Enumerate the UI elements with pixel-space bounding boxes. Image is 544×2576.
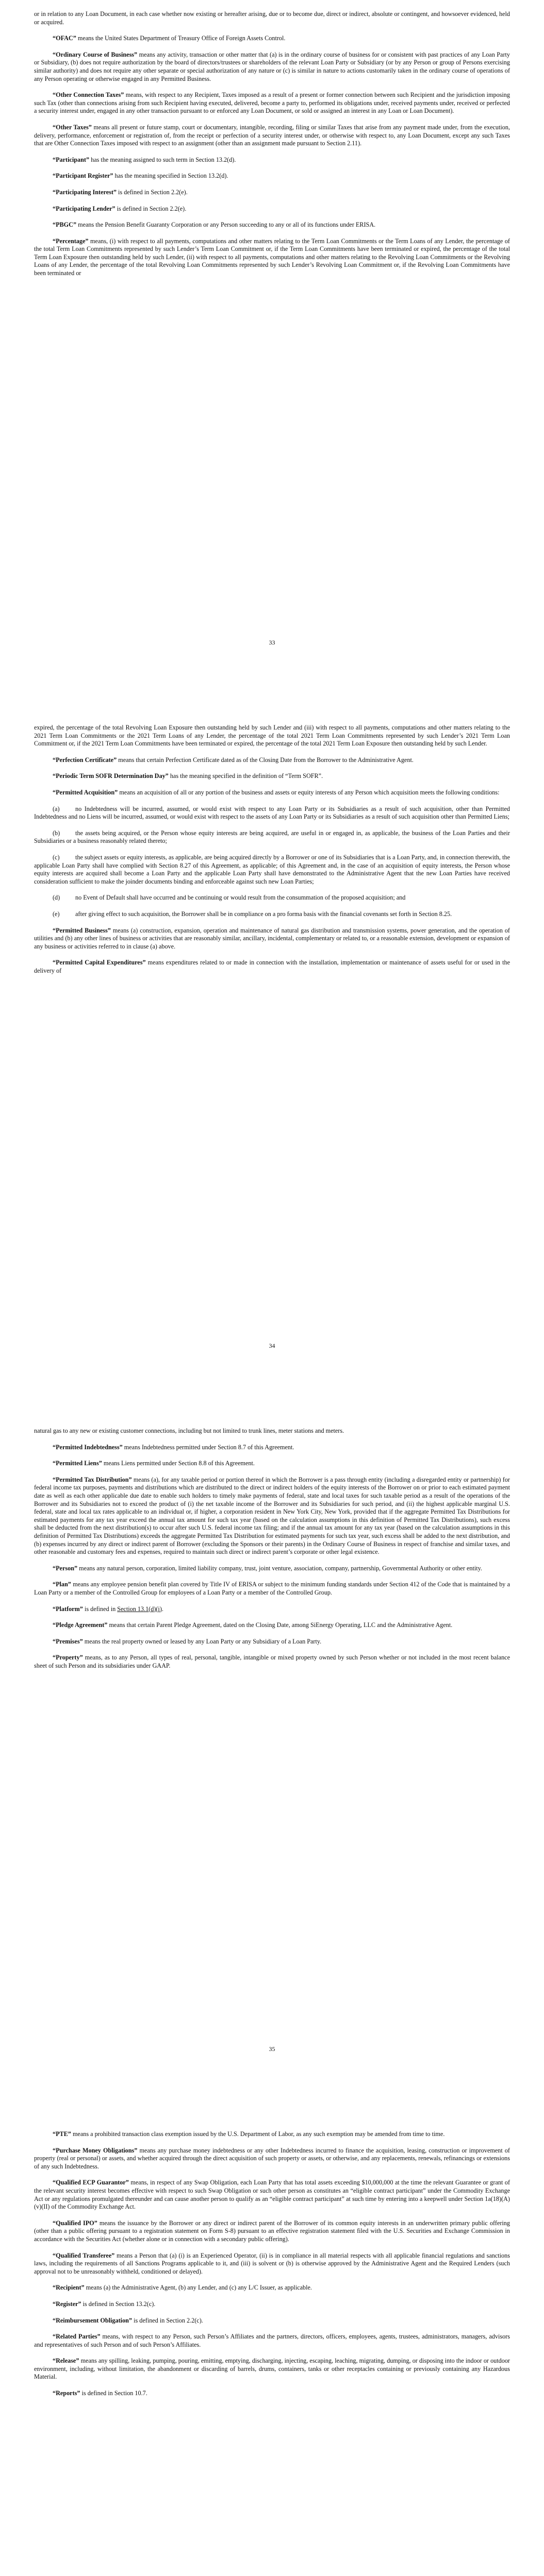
definition-paragraph [34, 1654, 510, 1670]
defined-term: “Participating Interest” [53, 188, 117, 196]
paragraph-text: is defined in [83, 1605, 118, 1613]
list-label: (e) [53, 910, 60, 918]
list-label: (a) [53, 805, 60, 812]
paragraph-text: is defined in Section 2.2(c). [132, 2316, 203, 2324]
paragraph-text: no Indebtedness will be incurred, assumed, or would exist with respect to any Loan Party or its Subsidiaries as a result of such acquisition, other than Permitted Indebtedness and no Liens will be incurred, assumed, or would exist with respect to the assets of any Loan Party or its Subsidiaries as a result of such acquisition other than Permitted Liens; [34, 805, 510, 821]
paragraph-text: means (a) construction, expansion, operation and maintenance of natural gas distribution and transmission systems, power generation, and the operation of utilities and (b) any other lines of business or activities that are reasonably similar, ancillary, incidental, complementary or related to, or a reasonable extension, development or expansion of any business or activities referred to in clause (a) above. [34, 926, 510, 950]
defined-term: “Reimbursement Obligation” [53, 2316, 133, 2324]
page-number: 33 [269, 639, 275, 646]
body-paragraph [34, 10, 510, 26]
defined-term: “Permitted Liens” [53, 1460, 102, 1467]
page-1 [0, 0, 544, 703]
paragraph-text: the assets being acquired, or the Person whose equity interests are being acquired, are useful in or engaged in, as applicable, the business of the Loan Parties and their Subsidiaries or a business reasonably related thereto; [34, 829, 510, 845]
paragraph-text: or in relation to any Loan Document, in each case whether now existing or hereafter arising, due or to become due, direct or indirect, absolute or contingent, and howsoever evidenced, held or acquired. [34, 10, 510, 26]
definition-paragraph [34, 221, 510, 229]
list-item [34, 805, 510, 821]
defined-term: “Register” [53, 2300, 81, 2308]
definition-paragraph [34, 1581, 510, 1597]
paragraph-text: is defined in Section 13.2(c). [81, 2300, 156, 2308]
defined-term: “Purchase Money Obligations” [53, 2146, 138, 2154]
definition-paragraph [34, 205, 510, 213]
definition-paragraph [34, 2219, 510, 2244]
defined-term: “Other Taxes” [53, 123, 92, 131]
body-paragraph [34, 724, 510, 748]
definition-paragraph [34, 2147, 510, 2171]
definition-paragraph [34, 2389, 510, 2398]
definition-paragraph [34, 756, 510, 765]
paragraph-text: means any natural person, corporation, limited liability company, trust, joint venture, association, company, partnership, Governmental Authority or other entity. [77, 1564, 482, 1572]
page-4 [0, 2110, 544, 2576]
definition-paragraph [34, 91, 510, 115]
paragraph-text: means expenditures related to or made in connection with the installation, implementation or maintenance of assets useful for or used in the delivery of [34, 959, 510, 974]
defined-term: “Periodic Term SOFR Determination Day” [53, 772, 169, 780]
page-body [34, 2130, 510, 2398]
definition-paragraph [34, 124, 510, 148]
paragraph-text: no Event of Default shall have occurred and be continuing or would result from the consummation of the proposed acquisition; and [75, 894, 406, 902]
defined-term: “Premises” [53, 1637, 83, 1645]
defined-term: “Qualified Transferee” [53, 2251, 115, 2259]
definition-paragraph [34, 2130, 510, 2139]
paragraph-text: means any activity, transaction or other matter that (a) is in the ordinary course of business for or consistent with past practices of any Loan Party or Subsidiary, (b) does not require authorization by the board of directors/trustees or shareholders of the relevant Loan Party or Subsidiary (or by any Person or group of Persons exercising similar authority) and does not require any other separate or special authorization of any nature or (c) is similar in nature to actions customarily taken in the ordinary course of operations of any Person operating or otherwise engaged in any Permitted Business. [34, 50, 510, 82]
list-label: (d) [53, 894, 60, 902]
paragraph-text: means, with respect to any Recipient, Taxes imposed as a result of a present or former connection between such Recipient and the jurisdiction imposing such Tax (other than connections arising from such Recipient having executed, delivered, become a party to, performed its obligations under, received payments under, received or perfected a security interest under, engaged in any other transaction pursuant to or enforced any Loan Document, or sold or assigned an interest in any Loan or Loan Document). [34, 91, 510, 115]
definition-paragraph [34, 2357, 510, 2381]
paragraph-text: means all present or future stamp, court or documentary, intangible, recording, filing or similar Taxes that arise from any payment made under, from the execution, delivery, performance, enforcement or registration of, from the receipt or perfection of a security interest under, or otherwise with respect to, any Loan Document, except any such Taxes that are Other Connection Taxes imposed with respect to an assignment (other than an assignment made pursuant to Section 2.11). [34, 123, 510, 147]
definition-paragraph [34, 1476, 510, 1556]
defined-term: “Participant Register” [53, 172, 113, 180]
definition-paragraph [34, 1444, 510, 1452]
definition-paragraph [34, 238, 510, 278]
definition-paragraph [34, 1460, 510, 1468]
definition-paragraph [34, 959, 510, 975]
defined-term: “Permitted Indebtedness” [53, 1443, 123, 1451]
page-2 [0, 703, 544, 1406]
definition-paragraph [34, 2333, 510, 2349]
definition-paragraph [34, 2179, 510, 2211]
paragraph-text: means the issuance by the Borrower or any direct or indirect parent of the Borrower of its common equity interests in an underwritten primary public offering (other than a public offering pursuant to a registration statement on Form S-8) pursuant to an effective registration statement filed with the U.S. Securities and Exchange Commission in accordance with the Securities Act (whether alone or in connection with a secondary public offering). [34, 2219, 510, 2243]
page-body [34, 724, 510, 975]
paragraph-text-tail: . [161, 1605, 163, 1613]
paragraph-text: has the meaning assigned to such term in Section 13.2(d). [89, 156, 236, 163]
defined-term: “PTE” [53, 2130, 71, 2138]
defined-term: “PBGC” [53, 221, 77, 229]
definition-paragraph [34, 35, 510, 43]
definition-paragraph [34, 1565, 510, 1573]
paragraph-text: means an acquisition of all or any portion of the business and assets or equity interests of any Person which acquisition meets the following conditions: [118, 788, 500, 796]
definition-paragraph [34, 156, 510, 164]
paragraph-text: means the real property owned or leased by any Loan Party or any Subsidiary of a Loan Party. [83, 1637, 322, 1645]
defined-term: “Participating Lender” [53, 205, 116, 212]
definition-paragraph [34, 172, 510, 180]
definition-paragraph [34, 2252, 510, 2276]
paragraph-text: means (a) the Administrative Agent, (b) any Lender, and (c) any L/C Issuer, as applicable. [84, 2284, 312, 2292]
definition-paragraph [34, 927, 510, 951]
defined-term: “Qualified IPO” [53, 2219, 97, 2227]
defined-term: “Plan” [53, 1581, 71, 1588]
list-item [34, 854, 510, 886]
definition-paragraph [34, 189, 510, 197]
defined-term: “Related Parties” [53, 2333, 101, 2341]
list-label: (c) [53, 853, 60, 861]
paragraph-text: means, in respect of any Swap Obligation, each Loan Party that has total assets exceeding $10,000,000 at the time the relevant Guarantee or grant of the relevant security interest becomes effective with respect to such Swap Obligation or such other person as constitutes an “eligible contract participant” under the Commodity Exchange Act or any regulations promulgated thereunder and can cause another person to qualify as an “eligible contract participant” at such time by entering into a keepwell under Section 1a(18)(A)(v)(II) of the Commodity Exchange Act. [34, 2179, 510, 2211]
definition-paragraph [34, 789, 510, 797]
paragraph-text: means, as to any Person, all types of real, personal, tangible, intangible or mixed property owned by such Person whether or not included in the most recent balance sheet of such Person and its subsidiaries under GAAP. [34, 1654, 510, 1669]
paragraph-text: is defined in Section 10.7. [80, 2389, 147, 2397]
defined-term: “Recipient” [53, 2284, 85, 2292]
paragraph-text: is defined in Section 2.2(e). [117, 188, 188, 196]
definition-paragraph [34, 2284, 510, 2292]
paragraph-text: has the meaning specified in the definition of “Term SOFR”. [168, 772, 323, 780]
section-link[interactable]: Section 13.1(d)(i) [117, 1605, 162, 1613]
defined-term: “Person” [53, 1564, 78, 1572]
page-body [34, 10, 510, 278]
paragraph-text: means a Person that (a) (i) is an Experienced Operator, (ii) is in compliance in all material respects with all applicable financial regulations and sanctions laws, including the requirements of all Sanctions Programs applicable to it, and (iii) is solvent or (b) is otherwise approved by the Administrative Agent and the Required Lenders (such approval not to be unreasonably withheld, conditioned or delayed). [34, 2251, 510, 2275]
list-item [34, 829, 510, 845]
defined-term: “Permitted Business” [53, 926, 111, 934]
paragraph-text: natural gas to any new or existing customer connections, including but not limited to trunk lines, meter stations and meters. [34, 1427, 344, 1434]
defined-term: “Release” [53, 2357, 79, 2365]
paragraph-text: is defined in Section 2.2(e). [115, 205, 187, 212]
page-body [34, 1427, 510, 1670]
paragraph-text: means Liens permitted under Section 8.8 of this Agreement. [102, 1460, 255, 1467]
body-paragraph [34, 1427, 510, 1435]
paragraph-text: means that certain Perfection Certificate dated as of the Closing Date from the Borrower to the Administrative Agent. [117, 756, 414, 764]
paragraph-text: means a prohibited transaction class exemption issued by the U.S. Department of Labor, as any such exemption may be amended from time to time. [71, 2130, 445, 2138]
defined-term: “Reports” [53, 2389, 80, 2397]
definition-paragraph [34, 2317, 510, 2325]
definition-paragraph [34, 1621, 510, 1630]
defined-term: “Permitted Capital Expenditures” [53, 959, 146, 967]
defined-term: “Pledge Agreement” [53, 1621, 108, 1629]
paragraph-text: after giving effect to such acquisition, the Borrower shall be in compliance on a pro forma basis with the financial covenants set forth in Section 8.25. [75, 910, 452, 918]
paragraph-text: means that certain Parent Pledge Agreement, dated on the Closing Date, among SiEnergy Operating, LLC and the Administrative Agent. [107, 1621, 453, 1629]
page-number: 35 [269, 2045, 275, 2053]
defined-term: “Permitted Tax Distribution” [53, 1476, 132, 1483]
definition-paragraph [34, 1638, 510, 1646]
definition-paragraph [34, 2300, 510, 2309]
page-number: 34 [269, 1342, 275, 1349]
defined-term: “Ordinary Course of Business” [53, 50, 138, 58]
defined-term: “Platform” [53, 1605, 83, 1613]
definition-paragraph [34, 772, 510, 781]
paragraph-text: has the meaning specified in Section 13.2(d). [113, 172, 228, 180]
paragraph-text: means Indebtedness permitted under Section 8.7 of this Agreement. [122, 1443, 294, 1451]
defined-term: “OFAC” [53, 35, 76, 42]
list-label: (b) [53, 829, 60, 837]
paragraph-text: means the Pension Benefit Guaranty Corporation or any Person succeeding to any or all of its functions under ERISA. [76, 221, 376, 229]
list-item [34, 894, 510, 902]
paragraph-text: means the United States Department of Treasury Office of Foreign Assets Control. [76, 35, 286, 42]
paragraph-text: means any employee pension benefit plan covered by Title IV of ERISA or subject to the minimum funding standards under Section 412 of the Code that is maintained by a Loan Party or a member of the Controlled Group for employees of a Loan Party or a member of the Controlled Group. [34, 1581, 510, 1596]
definition-paragraph [34, 51, 510, 83]
defined-term: “Permitted Acquisition” [53, 788, 118, 796]
defined-term: “Participant” [53, 156, 90, 163]
paragraph-text: means any purchase money indebtedness or any other Indebtedness incurred to finance the acquisition, leasing, construction or improvement of property (real or personal) or assets, and whether acquired through the direct acquisition of such property or assets, or otherwise, and any replacements, renewals, refinancings or extensions of any such Indebtedness. [34, 2146, 510, 2170]
defined-term: “Perfection Certificate” [53, 756, 117, 764]
definition-paragraph [34, 1605, 510, 1614]
paragraph-text: means, with respect to any Person, such Person’s Affiliates and the partners, directors, officers, employees, agents, trustees, administrators, managers, advisors and representatives of such Person and of such Person’s Affiliates. [34, 2333, 510, 2348]
paragraph-text: the subject assets or equity interests, as applicable, are being acquired directly by a Borrower or one of its Subsidiaries that is a Loan Party, and, in connection therewith, the applicable Loan Party shall have complied with Section 8.27 of this Agreement, as applicable; of this Agreement and, in the case of an acquisition of equity interests, the Person whose equity interests are acquired shall become a Loan Party and the applicable Loan Party shall have demonstrated to the Administrative Agent that the new Loan Parties have received consideration sufficient to make the joinder documents binding and enforceable against such new Loan Parties; [34, 853, 510, 885]
defined-term: “Qualified ECP Guarantor” [53, 2179, 129, 2187]
paragraph-text: means any spilling, leaking, pumping, pouring, emitting, emptying, discharging, injecting, escaping, leaching, migrating, dumping, or disposing into the indoor or outdoor environment, including, without limitation, the abandonment or discarding of barrels, drums, containers, tanks or other receptacles containing or previously containing any Hazardous Material. [34, 2357, 510, 2381]
paragraph-text: means, (i) with respect to all payments, computations and other matters relating to the Term Loan Commitments or the Term Loans of any Lender, the percentage of the total Term Loan Commitments represented by such Lender’s Term Loan Commitment or, if the Term Loan Commitments have been terminated or expired, the percentage of the total Term Loan Exposure then outstanding held by such Lender, (ii) with respect to all payments, computations and other matters relating to the Revolving Loan Commitments or the Revolving Loans of any Lender, the percentage of the total Revolving Loan Commitments represented by such Lender’s Revolving Loan Commitment or, if the Revolving Loan Commitments have been terminated or [34, 237, 510, 277]
paragraph-text: expired, the percentage of the total Revolving Loan Exposure then outstanding held by such Lender and (iii) with respect to all payments, computations and other matters relating to the 2021 Term Loan Commitments or the 2021 Term Loans of any Lender, the percentage of the total 2021 Term Loan Commitments represented by such Lender’s 2021 Term Loan Commitment or, if the 2021 Term Loan Commitments have been terminated or expired, the percentage of the total 2021 Term Loan Exposure then outstanding held by such Lender. [34, 724, 510, 748]
page-3 [0, 1406, 544, 2110]
list-item [34, 910, 510, 919]
defined-term: “Property” [53, 1654, 83, 1662]
defined-term: “Other Connection Taxes” [53, 91, 124, 99]
defined-term: “Percentage” [53, 237, 89, 245]
paragraph-text: means (a), for any taxable period or portion thereof in which the Borrower is a pass through entity (including a disregarded entity or partnership) for federal income tax purposes, payments and distributions which are distributed to the direct or indirect holders of the equity interests of the Borrower on or prior to each estimated payment date as well as each other applicable due date to enable such holders to timely make payments of federal, state and local taxes for such taxable period as a result of the operations of the Borrower and its Subsidiaries not to exceed the product of (i) the net taxable income of the Borrower and its Subsidiaries for such period, and (ii) the highest applicable marginal U.S. federal, state and local tax rates applicable to an individual or, if higher, a corporation resident in New York City, New York, provided that if the aggregate Permitted Tax Distributions for estimated payments for any tax year exceed the annual tax amount for such tax year (based on the calculation assumptions in this definition of Permitted Tax Distributions), such excess shall be deducted from the next distribution(s) to occur after such U.S. federal income tax filing; and if the annual tax amount for any tax year (based on the calculation assumptions in this definition of Permitted Tax Distributions) exceeds the aggregate Permitted Tax Distribution for estimated payments for such tax year, such excess shall be added to the next distribution, and (b) expenses incurred by any direct or indirect parent of Borrower (excluding the Sponsors or their parents) in the Ordinary Course of Business in respect of franchise and similar taxes, and other reasonable and customary fees and expenses, required to maintain such direct or indirect parent’s corporate or other legal existence. [34, 1476, 510, 1556]
